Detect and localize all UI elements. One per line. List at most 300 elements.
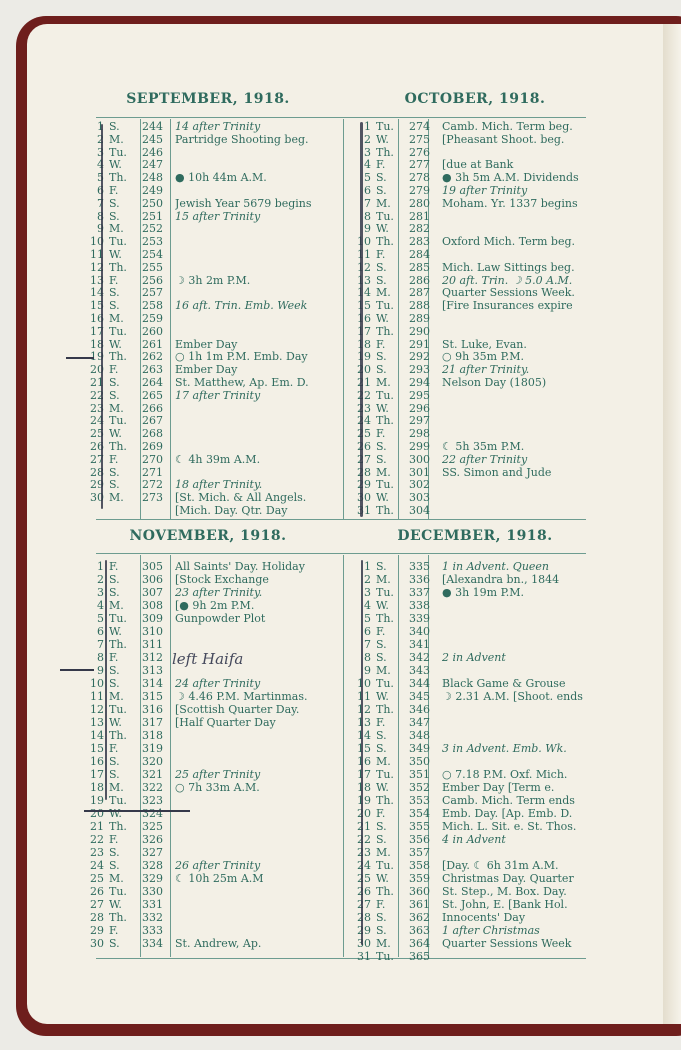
weekday: M. [376, 846, 391, 859]
year-day: 319 [142, 742, 163, 755]
year-day: 318 [142, 729, 163, 742]
day-row [82, 859, 337, 872]
event-text: 3 in Advent. Emb. Wk. [442, 742, 567, 755]
day-row [349, 440, 604, 453]
day-number: 23 [357, 846, 371, 859]
year-day: 335 [409, 560, 430, 573]
year-day: 311 [142, 638, 163, 651]
weekday: Th. [376, 414, 394, 428]
day-number: 10 [357, 235, 371, 249]
year-day: 254 [142, 248, 163, 261]
weekday: S. [376, 924, 387, 937]
event-text: SS. Simon and Jude [442, 465, 552, 479]
day-row [82, 299, 337, 312]
day-number: 3 [97, 586, 104, 599]
event-text: ● 10h 44m A.M. [175, 171, 267, 185]
day-number: 13 [357, 273, 371, 287]
weekday: Tu. [109, 145, 127, 159]
year-day: 337 [409, 586, 430, 599]
year-day: 283 [409, 235, 430, 249]
day-row [349, 768, 604, 781]
year-day: 268 [142, 427, 163, 441]
year-day: 289 [409, 312, 430, 325]
weekday: W. [109, 716, 122, 729]
day-number: 21 [357, 820, 371, 833]
year-day: 350 [409, 755, 430, 768]
event-text: St. Step., M. Box. Day. [442, 885, 567, 898]
day-row [349, 716, 604, 729]
day-number: 30 [90, 937, 104, 950]
day-number: 5 [97, 171, 104, 185]
day-number: 17 [90, 768, 104, 781]
year-day: 348 [409, 729, 430, 742]
weekday: Th. [109, 729, 127, 742]
event-text: 4 in Advent [442, 833, 506, 846]
weekday: W. [109, 427, 122, 441]
ink-mark [84, 810, 190, 812]
weekday: M. [376, 465, 391, 479]
year-day: 292 [409, 350, 430, 364]
day-number: 17 [357, 768, 371, 781]
center-divider-top [343, 119, 344, 519]
weekday: F. [109, 560, 119, 573]
event-text: 1 in Advent. Queen [442, 560, 550, 573]
ink-mark [60, 669, 94, 671]
day-number: 16 [357, 312, 371, 325]
weekday: S. [376, 273, 387, 287]
year-day: 256 [142, 273, 163, 287]
year-day: 290 [409, 324, 430, 338]
day-number: 2 [364, 132, 371, 146]
weekday: M. [109, 491, 124, 505]
day-number: 18 [357, 781, 371, 794]
year-day: 345 [409, 690, 430, 703]
day-number: 13 [90, 716, 104, 729]
weekday: Tu. [109, 885, 127, 898]
year-day: 353 [409, 794, 430, 807]
day-number: 20 [90, 807, 104, 820]
weekday: Tu. [376, 209, 394, 223]
day-row [349, 376, 604, 389]
month-title-october: OCTOBER, 1918. [404, 91, 546, 107]
weekday: Tu. [109, 235, 127, 249]
day-number: 6 [97, 184, 104, 197]
day-row [82, 466, 337, 479]
day-row [349, 781, 604, 794]
weekday: W. [376, 401, 389, 415]
day-number: 13 [357, 716, 371, 729]
year-day: 315 [142, 690, 163, 703]
weekday: W. [376, 872, 389, 885]
year-day: 265 [142, 388, 163, 402]
weekday: S. [376, 729, 387, 742]
weekday: Th. [376, 612, 394, 625]
day-number: 16 [357, 755, 371, 768]
year-day: 331 [142, 898, 163, 911]
day-row [349, 560, 604, 573]
day-row [82, 690, 337, 703]
weekday: S. [109, 286, 120, 300]
day-number: 23 [357, 401, 371, 415]
event-text: [due at Bank [442, 158, 514, 172]
day-row [82, 504, 337, 517]
weekday: S. [376, 440, 387, 453]
event-text: Christmas Day. Quarter [442, 872, 574, 885]
event-text: Ember Day [175, 337, 238, 351]
day-row [349, 573, 604, 586]
weekday: Th. [376, 235, 394, 249]
day-number: 19 [90, 350, 104, 364]
year-day: 261 [142, 337, 163, 351]
day-row [349, 755, 604, 768]
event-text: ○ 7h 33m A.M. [175, 781, 260, 794]
year-day: 308 [142, 599, 163, 612]
weekday: S. [376, 638, 387, 651]
year-day: 302 [409, 478, 430, 492]
day-number: 4 [97, 599, 104, 612]
event-text: St. Andrew, Ap. [175, 937, 262, 950]
year-day: 263 [142, 363, 163, 377]
year-day: 303 [409, 491, 430, 505]
day-number: 24 [357, 414, 371, 428]
year-day: 326 [142, 833, 163, 846]
weekday: Tu. [109, 324, 127, 338]
event-text: St. John, E. [Bank Hol. [442, 898, 568, 911]
year-day: 332 [142, 911, 163, 924]
day-number: 27 [357, 452, 371, 466]
day-row [82, 885, 337, 898]
event-text: [Day. ☾ 6h 31m A.M. [442, 859, 559, 872]
day-row [82, 768, 337, 781]
year-day: 280 [409, 196, 430, 210]
weekday: M. [376, 937, 391, 950]
weekday: S. [376, 363, 387, 377]
day-row [349, 651, 604, 664]
event-text: Gunpowder Plot [175, 612, 266, 625]
year-day: 273 [142, 491, 163, 505]
weekday: W. [376, 132, 389, 146]
year-day: 360 [409, 885, 430, 898]
event-text: 2 in Advent [442, 651, 506, 664]
day-row [82, 755, 337, 768]
day-number: 11 [357, 690, 371, 703]
year-day: 282 [409, 222, 430, 236]
year-day: 364 [409, 937, 430, 950]
day-row [82, 133, 337, 146]
weekday: F. [376, 807, 386, 820]
weekday: F. [376, 625, 386, 638]
day-number: 26 [357, 440, 371, 453]
day-number: 19 [90, 794, 104, 807]
day-row [82, 937, 337, 950]
year-day: 269 [142, 440, 163, 453]
day-number: 16 [90, 755, 104, 768]
day-row [82, 248, 337, 261]
day-number: 24 [90, 859, 104, 872]
day-row [82, 261, 337, 274]
day-number: 25 [357, 872, 371, 885]
day-row [349, 197, 604, 210]
weekday: S. [109, 388, 120, 402]
day-number: 13 [90, 273, 104, 287]
event-text: Quarter Sessions Week [442, 937, 572, 950]
year-day: 310 [142, 625, 163, 638]
year-day: 260 [142, 324, 163, 338]
year-day: 295 [409, 388, 430, 402]
day-row [349, 171, 604, 184]
day-row [82, 286, 337, 299]
year-day: 272 [142, 478, 163, 492]
weekday: F. [109, 924, 119, 937]
day-number: 7 [97, 196, 104, 210]
day-row [349, 133, 604, 146]
day-number: 15 [357, 299, 371, 313]
day-number: 30 [357, 937, 371, 950]
weekday: M. [109, 690, 124, 703]
year-day: 359 [409, 872, 430, 885]
day-row [349, 338, 604, 351]
day-row [349, 261, 604, 274]
weekday: F. [109, 363, 119, 377]
day-row [82, 491, 337, 504]
event-text: 15 after Trinity [175, 209, 261, 223]
weekday: S. [109, 677, 120, 690]
weekday: S. [376, 820, 387, 833]
weekday: W. [109, 248, 122, 261]
day-row [349, 924, 604, 937]
day-row [82, 120, 337, 133]
day-number: 9 [364, 664, 371, 677]
day-number: 31 [357, 504, 371, 517]
year-day: 365 [409, 950, 430, 963]
day-row [82, 414, 337, 427]
day-row [349, 158, 604, 171]
year-day: 352 [409, 781, 430, 794]
weekday: S. [376, 452, 387, 466]
day-row [349, 807, 604, 820]
day-number: 9 [97, 222, 104, 236]
day-number: 15 [90, 299, 104, 313]
weekday: S. [376, 833, 387, 846]
weekday: M. [109, 401, 124, 415]
weekday: Th. [376, 703, 394, 716]
weekday: S. [376, 742, 387, 755]
weekday: S. [109, 465, 120, 479]
weekday: M. [376, 664, 391, 677]
year-day: 325 [142, 820, 163, 833]
event-text: Nelson Day (1805) [442, 376, 547, 389]
year-day: 357 [409, 846, 430, 859]
day-number: 26 [357, 885, 371, 898]
year-day: 255 [142, 260, 163, 274]
day-row [82, 716, 337, 729]
weekday: S. [109, 478, 120, 492]
day-row [349, 664, 604, 677]
day-number: 2 [97, 132, 104, 146]
day-row [349, 491, 604, 504]
day-number: 26 [90, 885, 104, 898]
year-day: 264 [142, 376, 163, 389]
year-day: 251 [142, 209, 163, 223]
year-day: 293 [409, 363, 430, 377]
day-number: 18 [357, 337, 371, 351]
day-number: 12 [90, 703, 104, 716]
day-row [349, 911, 604, 924]
day-number: 14 [90, 286, 104, 300]
event-text: Mich. L. Sit. e. St. Thos. [442, 820, 577, 833]
year-day: 343 [409, 664, 430, 677]
event-text: 21 after Trinity. [442, 363, 530, 377]
weekday: F. [376, 716, 386, 729]
day-number: 8 [364, 209, 371, 223]
weekday: F. [376, 898, 386, 911]
day-number: 2 [364, 573, 371, 586]
weekday: S. [109, 846, 120, 859]
year-day: 294 [409, 376, 430, 389]
year-day: 305 [142, 560, 163, 573]
day-row [349, 414, 604, 427]
day-row [349, 898, 604, 911]
event-text: 19 after Trinity [442, 184, 528, 197]
weekday: Th. [376, 885, 394, 898]
event-text: ☾ 4h 39m A.M. [175, 452, 261, 466]
year-day: 278 [409, 171, 430, 185]
day-row [82, 389, 337, 402]
day-row [82, 924, 337, 937]
weekday: S. [109, 859, 120, 872]
day-row [82, 453, 337, 466]
year-day: 300 [409, 452, 430, 466]
day-row [349, 453, 604, 466]
day-row [349, 235, 604, 248]
day-number: 25 [90, 427, 104, 441]
day-row [82, 911, 337, 924]
day-row [349, 478, 604, 491]
day-number: 8 [97, 651, 104, 664]
event-text: 24 after Trinity [175, 677, 261, 690]
weekday: F. [376, 248, 386, 261]
year-day: 288 [409, 299, 430, 313]
day-row [349, 222, 604, 235]
event-text: ○ 1h 1m P.M. Emb. Day [175, 350, 308, 364]
weekday: W. [376, 222, 389, 236]
year-day: 281 [409, 209, 430, 223]
day-row [349, 248, 604, 261]
weekday: Tu. [376, 478, 394, 492]
day-number: 10 [90, 677, 104, 690]
weekday: Tu. [376, 120, 394, 133]
year-day: 327 [142, 846, 163, 859]
event-text: ☽ 3h 2m P.M. [175, 273, 251, 287]
day-row [82, 427, 337, 440]
day-number: 21 [90, 820, 104, 833]
day-number: 28 [90, 911, 104, 924]
year-day: 274 [409, 120, 430, 133]
year-day: 287 [409, 286, 430, 300]
weekday: S. [109, 299, 120, 313]
weekday: Th. [109, 350, 127, 364]
weekday: F. [109, 742, 119, 755]
weekday: M. [109, 132, 124, 146]
year-day: 253 [142, 235, 163, 249]
day-number: 1 [364, 560, 371, 573]
event-text: Quarter Sessions Week. [442, 286, 575, 300]
day-number: 25 [357, 427, 371, 441]
year-day: 248 [142, 171, 163, 185]
year-day: 334 [142, 937, 163, 950]
day-number: 20 [357, 363, 371, 377]
day-number: 8 [364, 651, 371, 664]
day-row [349, 872, 604, 885]
day-row [349, 389, 604, 402]
event-text: [Half Quarter Day [175, 716, 276, 729]
event-text: [● 9h 2m P.M. [175, 599, 255, 612]
event-text: Camb. Mich. Term ends [442, 794, 575, 807]
weekday: S. [109, 209, 120, 223]
year-day: 267 [142, 414, 163, 428]
year-day: 320 [142, 755, 163, 768]
day-row [349, 859, 604, 872]
day-row [349, 586, 604, 599]
mid-rule [96, 519, 586, 520]
day-row [349, 846, 604, 859]
year-day: 285 [409, 260, 430, 274]
year-day: 301 [409, 465, 430, 479]
day-number: 1 [364, 120, 371, 133]
day-number: 29 [90, 478, 104, 492]
event-text: [Pheasant Shoot. beg. [442, 132, 565, 146]
weekday: F. [109, 651, 119, 664]
event-text: 16 aft. Trin. Emb. Week [175, 299, 308, 313]
event-text: ☽ 2.31 A.M. [Shoot. ends [442, 690, 583, 703]
event-text: [Fire Insurances expire [442, 299, 573, 313]
weekday: S. [109, 586, 120, 599]
page-gutter [663, 24, 681, 1024]
weekday: Tu. [376, 950, 394, 963]
day-number: 14 [357, 286, 371, 300]
day-row [349, 504, 604, 517]
day-number: 21 [90, 376, 104, 389]
ink-mark [66, 357, 94, 359]
year-day: 249 [142, 184, 163, 197]
day-number: 20 [90, 363, 104, 377]
event-text: [St. Mich. & All Angels. [175, 491, 307, 505]
event-text: All Saints' Day. Holiday [175, 560, 305, 573]
day-row [82, 363, 337, 376]
weekday: Th. [109, 260, 127, 274]
day-number: 14 [357, 729, 371, 742]
day-number: 28 [357, 911, 371, 924]
day-number: 3 [364, 586, 371, 599]
event-text: [Alexandra bn., 1844 [442, 573, 560, 586]
day-row [349, 820, 604, 833]
day-number: 3 [364, 145, 371, 159]
weekday: Th. [376, 324, 394, 338]
day-number: 22 [357, 388, 371, 402]
day-number: 3 [97, 145, 104, 159]
day-number: 20 [357, 807, 371, 820]
day-number: 22 [357, 833, 371, 846]
day-row [82, 573, 337, 586]
weekday: Tu. [376, 388, 394, 402]
year-day: 351 [409, 768, 430, 781]
event-text: Innocents' Day [442, 911, 526, 924]
weekday: M. [376, 196, 391, 210]
weekday: S. [376, 651, 387, 664]
year-day: 307 [142, 586, 163, 599]
year-day: 336 [409, 573, 430, 586]
year-day: 349 [409, 742, 430, 755]
